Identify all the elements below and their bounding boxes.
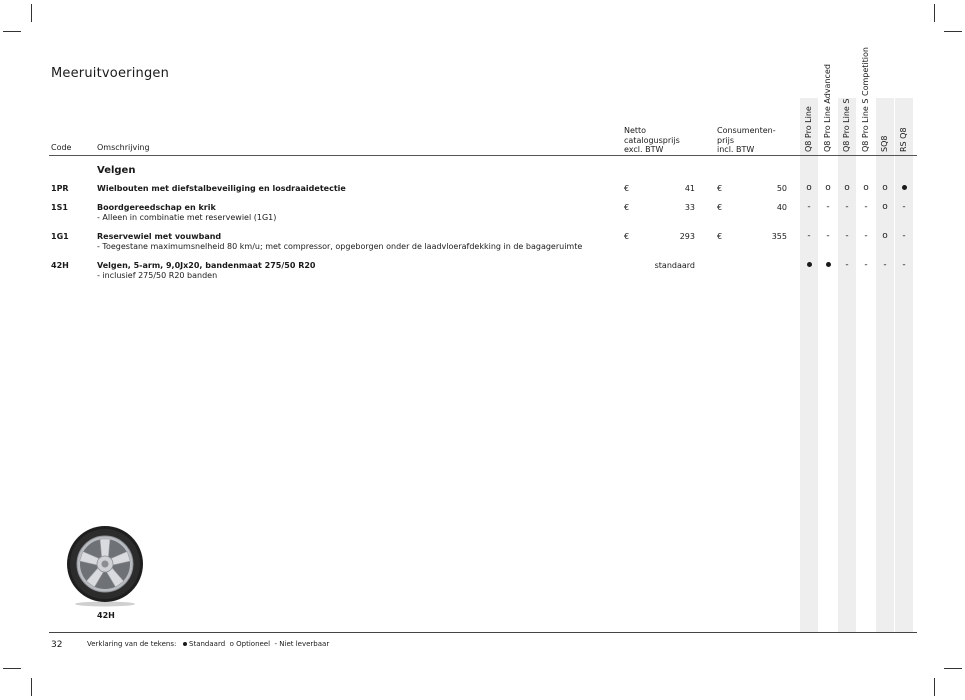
wheel-image — [64, 525, 146, 607]
version-column-shade — [895, 98, 913, 632]
availability-mark: - — [807, 231, 811, 241]
version-column-shade — [800, 98, 818, 632]
crop-mark — [3, 668, 21, 669]
standard-dot-icon — [902, 185, 907, 190]
row-description: Wielbouten met diefstalbeveiliging en losdraaidetectie — [97, 184, 346, 193]
legend-optional: Optioneel — [236, 640, 271, 648]
consumer-price: 50 — [776, 184, 787, 193]
version-column-shade — [838, 98, 856, 632]
currency-symbol: € — [717, 232, 723, 241]
netto-price: 293 — [679, 232, 695, 241]
availability-mark: - — [845, 231, 849, 241]
availability-mark: - — [902, 231, 906, 241]
crop-mark — [934, 678, 935, 696]
row-note: - Alleen in combinatie met reservewiel (1G1) — [97, 213, 277, 222]
row-code: 42H — [51, 261, 69, 270]
row-note: - Toegestane maximumsnelheid 80 km/u; met compressor, opgeborgen onder de laadvloerafdekking in de bagageruimte — [97, 242, 583, 251]
availability-mark: - — [845, 202, 849, 212]
version-header: SQ8 — [880, 135, 889, 152]
currency-symbol: € — [624, 232, 630, 241]
availability-mark: o — [882, 183, 888, 193]
availability-mark: o — [863, 183, 869, 193]
currency-symbol: € — [717, 184, 723, 193]
availability-mark: - — [807, 202, 811, 212]
version-header: Q8 Pro Line S Competition — [861, 47, 870, 152]
currency-symbol: € — [624, 203, 630, 212]
row-code: 1G1 — [51, 232, 69, 241]
legend-not-available: - Niet leverbaar — [274, 640, 330, 648]
availability-mark: - — [902, 202, 906, 212]
crop-mark — [31, 678, 32, 696]
availability-mark: - — [845, 260, 849, 270]
row-code: 1S1 — [51, 203, 68, 212]
crop-mark — [3, 31, 21, 32]
legend-standard: Standaard — [189, 640, 226, 648]
version-column-shade — [876, 98, 894, 632]
availability-mark: - — [864, 260, 868, 270]
version-header: Q8 Pro Line S — [842, 98, 851, 152]
standard-dot-icon — [183, 642, 187, 646]
header-netto-price: Netto catalogusprijs excl. BTW — [624, 126, 680, 154]
availability-mark: o — [806, 183, 812, 193]
legend-optional-symbol: o — [229, 640, 234, 648]
header-consumer-price: Consumenten- prijs incl. BTW — [717, 126, 776, 154]
availability-mark: - — [826, 231, 830, 241]
standard-label: standaard — [654, 261, 695, 270]
row-description: Velgen, 5-arm, 9,0Jx20, bandenmaat 275/50 R20 — [97, 261, 316, 270]
crop-mark — [31, 4, 32, 22]
legend-intro: Verklaring van de tekens: — [87, 640, 177, 648]
availability-mark: o — [882, 202, 888, 212]
consumer-price: 355 — [771, 232, 787, 241]
availability-mark: - — [864, 231, 868, 241]
crop-mark — [944, 31, 962, 32]
header-code: Code — [51, 143, 72, 152]
availability-mark — [896, 183, 912, 193]
standard-dot-icon — [807, 262, 812, 267]
row-description: Reservewiel met vouwband — [97, 232, 222, 241]
netto-price: 33 — [684, 203, 695, 212]
row-code: 1PR — [51, 184, 69, 193]
netto-price: 41 — [684, 184, 695, 193]
footer-divider — [49, 632, 917, 633]
availability-mark: - — [883, 260, 887, 270]
standard-dot-icon — [826, 262, 831, 267]
page-title: Meeruitvoeringen — [51, 66, 170, 81]
currency-symbol: € — [624, 184, 630, 193]
currency-symbol: € — [717, 203, 723, 212]
availability-mark: - — [902, 260, 906, 270]
version-header: RS Q8 — [899, 127, 908, 152]
availability-mark: - — [864, 202, 868, 212]
availability-mark: o — [825, 183, 831, 193]
availability-mark — [801, 260, 817, 270]
crop-mark — [934, 4, 935, 22]
availability-mark: o — [882, 231, 888, 241]
version-header: Q8 Pro Line Advanced — [823, 64, 832, 152]
availability-mark: - — [826, 202, 830, 212]
version-header: Q8 Pro Line — [804, 106, 813, 152]
section-title: Velgen — [97, 165, 136, 176]
availability-mark — [820, 260, 836, 270]
consumer-price: 40 — [776, 203, 787, 212]
image-caption: 42H — [97, 611, 115, 620]
page-number: 32 — [51, 640, 63, 650]
crop-mark — [944, 668, 962, 669]
row-note: - inclusief 275/50 R20 banden — [97, 271, 218, 280]
row-description: Boordgereedschap en krik — [97, 203, 216, 212]
legend — [87, 640, 329, 648]
header-description: Omschrijving — [97, 143, 150, 152]
header-divider — [49, 155, 917, 156]
availability-mark: o — [844, 183, 850, 193]
